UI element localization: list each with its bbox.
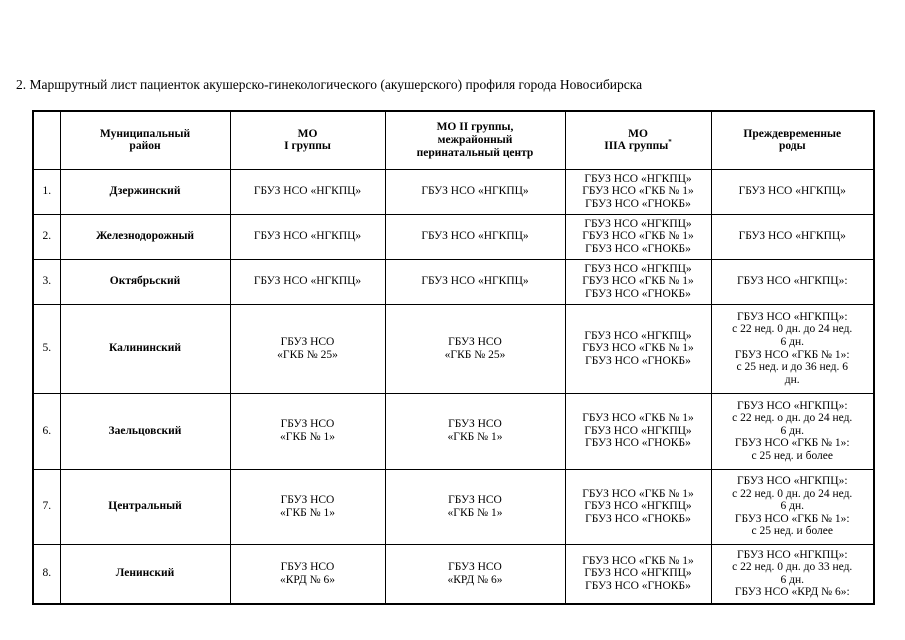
table-row — [33, 469, 874, 544]
district-name: Центральный — [60, 469, 230, 544]
group1-cell: ГБУЗ НСО «НГКПЦ» — [230, 259, 385, 304]
row-number: 7. — [33, 469, 60, 544]
group3-cell: ГБУЗ НСО «ГКБ № 1» ГБУЗ НСО «НГКПЦ» ГБУЗ НСО «ГНОКБ» — [565, 469, 711, 544]
table-row — [33, 393, 874, 469]
group1-cell: ГБУЗ НСО «НГКПЦ» — [230, 169, 385, 214]
table-row — [33, 214, 874, 259]
row-number: 3. — [33, 259, 60, 304]
group2-cell: ГБУЗ НСО «ГКБ № 1» — [385, 469, 565, 544]
header-row — [33, 111, 874, 169]
table-row — [33, 544, 874, 604]
group2-cell: ГБУЗ НСО «КРД № 6» — [385, 544, 565, 604]
district-name: Калининский — [60, 304, 230, 393]
group2-cell: ГБУЗ НСО «НГКПЦ» — [385, 214, 565, 259]
header-preterm: Преждевременные роды — [711, 111, 874, 169]
group2-cell: ГБУЗ НСО «НГКПЦ» — [385, 259, 565, 304]
preterm-cell: ГБУЗ НСО «НГКПЦ» — [711, 214, 874, 259]
group3-cell: ГБУЗ НСО «НГКПЦ» ГБУЗ НСО «ГКБ № 1» ГБУЗ НСО «ГНОКБ» — [565, 304, 711, 393]
group1-cell: ГБУЗ НСО «ГКБ № 25» — [230, 304, 385, 393]
group1-cell: ГБУЗ НСО «ГКБ № 1» — [230, 393, 385, 469]
district-name: Октябрьский — [60, 259, 230, 304]
header-num — [33, 111, 60, 169]
header-group3: МО IIIА группы* — [565, 111, 711, 169]
header-district: Муниципальный район — [60, 111, 230, 169]
group3-cell: ГБУЗ НСО «НГКПЦ» ГБУЗ НСО «ГКБ № 1» ГБУЗ НСО «ГНОКБ» — [565, 169, 711, 214]
group1-cell: ГБУЗ НСО «КРД № 6» — [230, 544, 385, 604]
district-name: Железнодорожный — [60, 214, 230, 259]
group1-cell: ГБУЗ НСО «НГКПЦ» — [230, 214, 385, 259]
row-number: 5. — [33, 304, 60, 393]
row-number: 2. — [33, 214, 60, 259]
group2-cell: ГБУЗ НСО «ГКБ № 1» — [385, 393, 565, 469]
group3-cell: ГБУЗ НСО «ГКБ № 1» ГБУЗ НСО «НГКПЦ» ГБУЗ НСО «ГНОКБ» — [565, 393, 711, 469]
header-group2: МО II группы, межрайонный перинатальный центр — [385, 111, 565, 169]
preterm-cell: ГБУЗ НСО «НГКПЦ»: — [711, 259, 874, 304]
route-table — [32, 110, 875, 605]
preterm-cell: ГБУЗ НСО «НГКПЦ»: с 22 нед. 0 дн. до 33 нед. 6 дн. ГБУЗ НСО «КРД № 6»: — [711, 544, 874, 604]
table-row — [33, 259, 874, 304]
group3-cell: ГБУЗ НСО «НГКПЦ» ГБУЗ НСО «ГКБ № 1» ГБУЗ НСО «ГНОКБ» — [565, 259, 711, 304]
district-name: Ленинский — [60, 544, 230, 604]
district-name: Дзержинский — [60, 169, 230, 214]
district-name: Заельцовский — [60, 393, 230, 469]
group3-cell: ГБУЗ НСО «ГКБ № 1» ГБУЗ НСО «НГКПЦ» ГБУЗ НСО «ГНОКБ» — [565, 544, 711, 604]
footnote-mark: * — [668, 138, 672, 147]
document-heading: 2. Маршрутный лист пациенток акушерско-гинекологического (акушерского) профиля города Новосибирска — [16, 77, 643, 92]
group2-cell: ГБУЗ НСО «ГКБ № 25» — [385, 304, 565, 393]
group3-cell: ГБУЗ НСО «НГКПЦ» ГБУЗ НСО «ГКБ № 1» ГБУЗ НСО «ГНОКБ» — [565, 214, 711, 259]
group1-cell: ГБУЗ НСО «ГКБ № 1» — [230, 469, 385, 544]
table-row — [33, 304, 874, 393]
row-number: 8. — [33, 544, 60, 604]
group2-cell: ГБУЗ НСО «НГКПЦ» — [385, 169, 565, 214]
preterm-cell: ГБУЗ НСО «НГКПЦ» — [711, 169, 874, 214]
header-group1: МО I группы — [230, 111, 385, 169]
preterm-cell: ГБУЗ НСО «НГКПЦ»: с 22 нед. 0 дн. до 24 нед. 6 дн. ГБУЗ НСО «ГКБ № 1»: с 25 нед. и до 36 нед. 6 дн. — [711, 304, 874, 393]
preterm-cell: ГБУЗ НСО «НГКПЦ»: с 22 нед. 0 дн. до 24 нед. 6 дн. ГБУЗ НСО «ГКБ № 1»: с 25 нед. и более — [711, 469, 874, 544]
row-number: 1. — [33, 169, 60, 214]
row-number: 6. — [33, 393, 60, 469]
preterm-cell: ГБУЗ НСО «НГКПЦ»: с 22 нед. о дн. до 24 нед. 6 дн. ГБУЗ НСО «ГКБ № 1»: с 25 нед. и более — [711, 393, 874, 469]
table-row — [33, 169, 874, 214]
